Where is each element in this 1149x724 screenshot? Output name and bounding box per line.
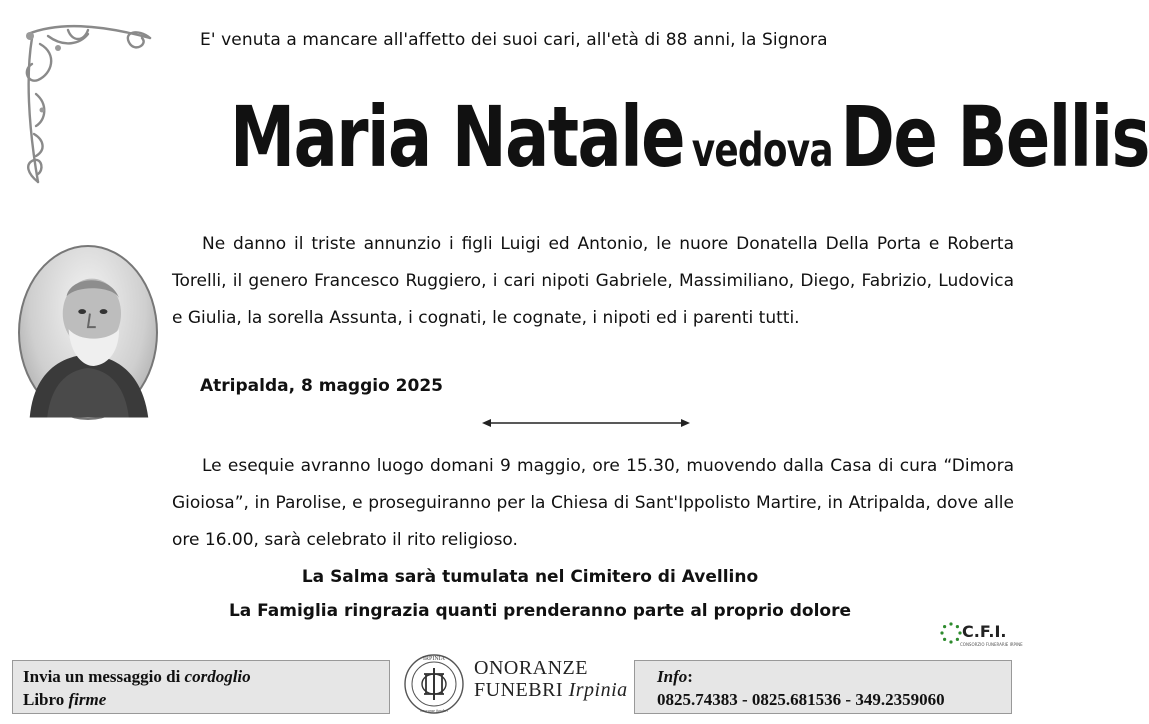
deceased-first-name: Maria Natale [230, 88, 684, 186]
burial-note: La Salma sarà tumulata nel Cimitero di Avellino [301, 567, 759, 587]
seal-bottom-text: onoranze funebri [420, 708, 448, 713]
saint-portrait [18, 245, 158, 420]
info-label: Info [657, 667, 688, 686]
deceased-name-connector: vedova [691, 123, 833, 177]
condolence-prefix: Invia un messaggio di [23, 667, 185, 686]
cfi-logo [940, 620, 1023, 650]
condolence-box[interactable] [12, 660, 390, 714]
seal-top-text: IRPINIA [423, 656, 445, 662]
guestbook-link[interactable] [23, 688, 379, 711]
info-colon: : [687, 667, 693, 686]
guestbook-italic: firme [68, 690, 107, 709]
brand-prefix: FUNEBRI [474, 679, 569, 701]
funeral-paragraph [172, 448, 1014, 559]
portrait-image [20, 247, 156, 418]
cfi-ring-icon [940, 622, 962, 644]
intro-text: E' venuta a mancare all'affetto dei suoi cari, all'età di 88 anni, la Signora [200, 30, 828, 50]
cfi-label: C.F.I. [962, 622, 1007, 641]
funeral-home-brand [474, 657, 628, 701]
brand-line1: ONORANZE [474, 657, 588, 679]
corner-ornament [18, 14, 158, 186]
funeral-home-seal-icon [402, 650, 466, 716]
thanks-note: La Famiglia ringrazia quanti prenderanno parte al proprio dolore [228, 601, 852, 621]
deceased-name [230, 88, 1149, 188]
funeral-text: Le esequie avranno luogo domani 9 maggio, ore 15.30, muovendo dalla Casa di cura “Dimora Gioiosa”, in Parolise, e proseguiranno per la Chiesa di Sant'Ippolisto Martire, in Atripalda, dove alle ore 16.00, sarà celebrato il rito religioso. [172, 456, 1014, 550]
cfi-subtitle: CONSORZIO FUNERARIE IRPINE [960, 642, 1023, 647]
announcement-text: Ne danno il triste annunzio i figli Luigi ed Antonio, le nuore Donatella Della Porta e Roberta Torelli, il genero Francesco Ruggiero, i cari nipoti Gabriele, Massimiliano, Diego, Fabrizio, Ludovica e Giulia, la sorella Assunta, i cognati, le cognate, i nipoti ed i parenti tutti. [172, 234, 1014, 328]
info-phones[interactable]: 0825.74383 - 0825.681536 - 349.2359060 [657, 690, 945, 709]
brand-italic: Irpinia [568, 679, 628, 701]
condolence-link[interactable] [23, 665, 379, 688]
guestbook-prefix: Libro [23, 690, 69, 709]
place-date: Atripalda, 8 maggio 2025 [200, 376, 443, 396]
condolence-italic: cordoglio [184, 667, 251, 686]
deceased-surname: De Bellis [840, 88, 1149, 186]
announcement-paragraph [172, 226, 1014, 337]
brand-line2 [474, 679, 628, 701]
double-arrow-divider [482, 416, 690, 430]
info-box [634, 660, 1012, 714]
info-label-line [657, 665, 989, 688]
